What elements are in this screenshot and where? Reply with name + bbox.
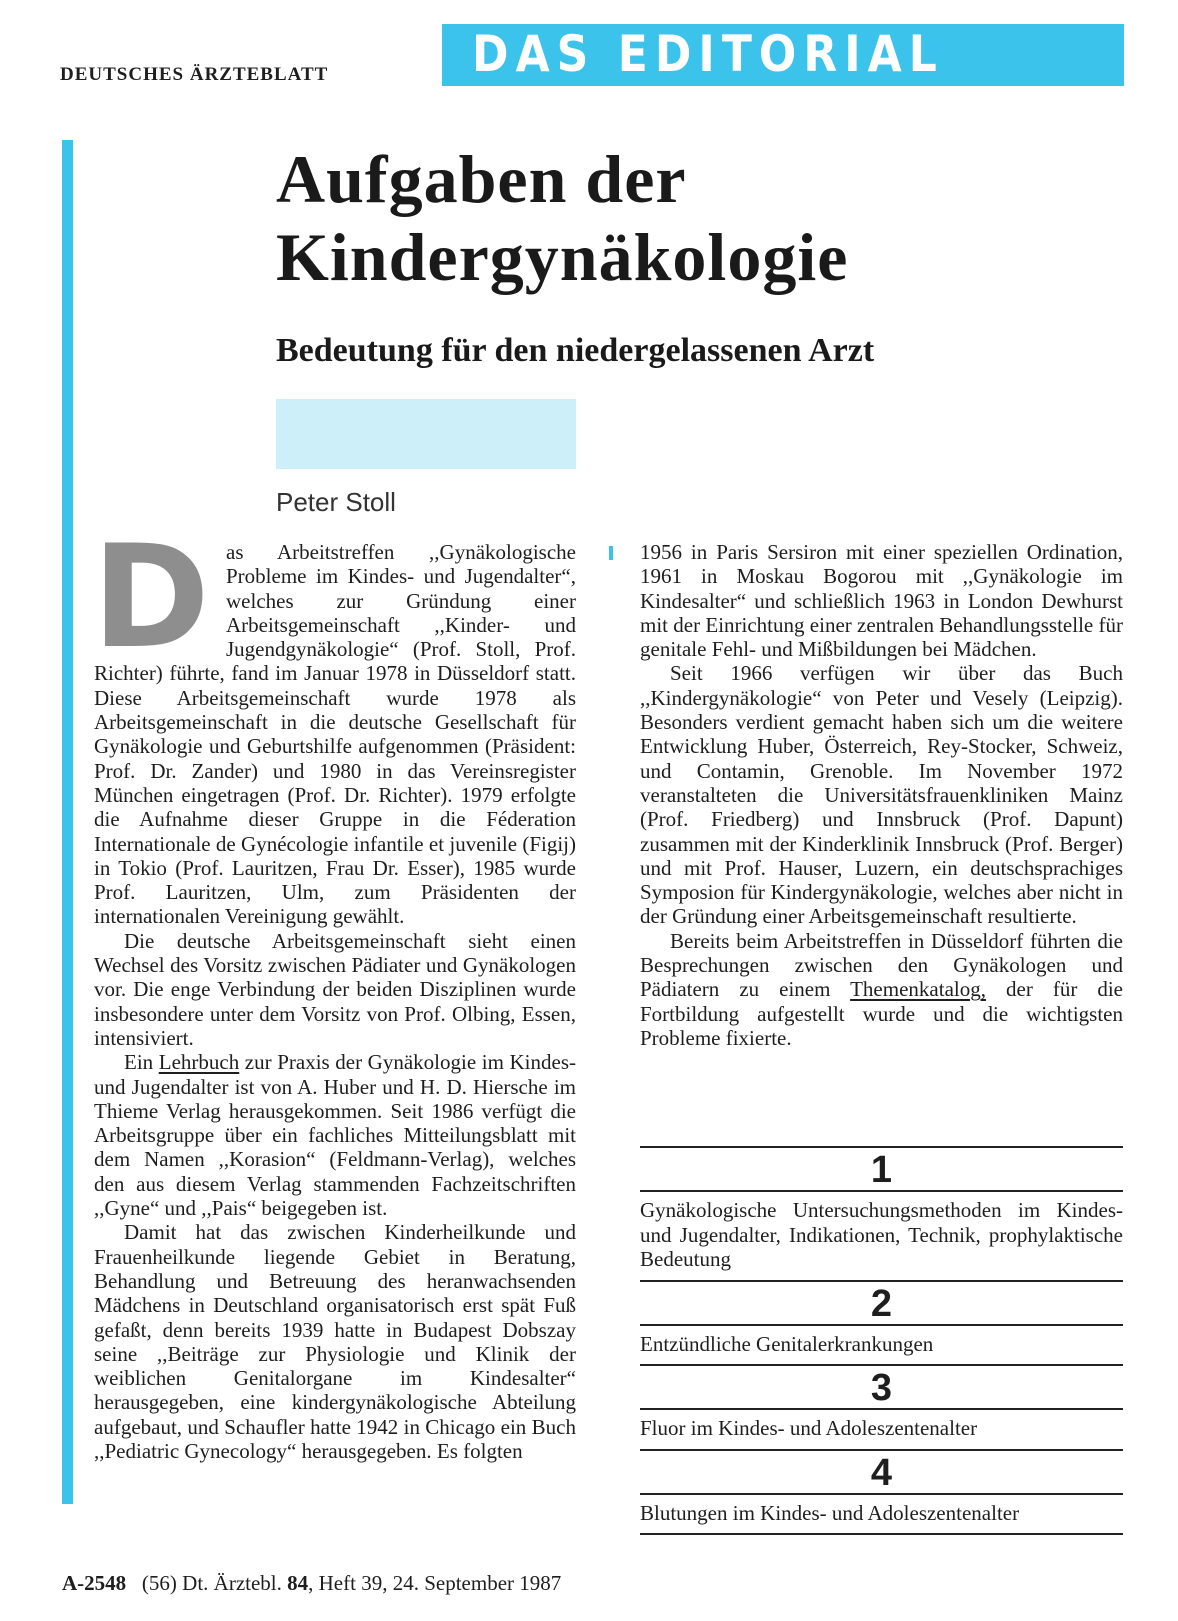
author-name: Peter Stoll [276, 487, 396, 517]
accent-bar [62, 140, 73, 1504]
topic-text: Gynäkologische Untersuchungsmethoden im Kindes- und Jugendalter, Indikationen, Technik, prophylaktische Bedeutung [640, 1190, 1123, 1280]
underlined-term: Themenkatalog, [850, 977, 986, 1002]
underlined-term: Lehrbuch [158, 1050, 240, 1075]
paragraph: Die deutsche Arbeitsgemeinschaft sieht einen Wechsel des Vorsitz zwischen Pädiater und Gynäkologen vor. Die enge Verbindung der beiden Disziplinen wurde insbesondere unter dem Vorsitz von Prof. Olbing, Essen, intensiviert. [94, 928, 576, 1050]
topic-text: Fluor im Kindes- und Adoleszentenalter [640, 1408, 1123, 1449]
paragraph: 1956 in Paris Sersiron mit einer speziellen Ordination, 1961 in Moskau Bogorou mit ,,Gynäkologie im Kindesalter“ und schließlich 1963 in London Dewhurst mit der Einrichtung einer zentralen Behandlungsstelle für genitale Fehl- und Mißbildungen bei Mädchen. [640, 540, 1123, 662]
page-footer [62, 1571, 561, 1596]
section-label: DAS EDITORIAL [472, 25, 944, 83]
article-title [276, 140, 848, 296]
article-subtitle: Bedeutung für den niedergelassenen Arzt [276, 332, 875, 369]
citation-text: , Heft 39, 24. September 1987 [308, 1571, 562, 1595]
volume-number: 84 [287, 1571, 309, 1595]
citation-text: (56) Dt. Ärztebl. [141, 1571, 282, 1595]
page-number: A-2548 [62, 1571, 127, 1595]
highlight-patch [276, 399, 576, 469]
title-line-1: Aufgaben der [276, 141, 687, 217]
paragraph-text: Ein [124, 1050, 159, 1075]
drop-cap: D [92, 515, 210, 680]
column-marker [609, 546, 613, 560]
right-column [640, 540, 1123, 1050]
paragraph [640, 929, 1123, 1050]
topic-text: Blutungen im Kindes- und Adoleszentenalter [640, 1493, 1123, 1536]
left-column [92, 515, 576, 1463]
paragraph [92, 515, 576, 929]
journal-name: DEUTSCHES ÄRZTEBLATT [60, 64, 329, 85]
paragraph [94, 1050, 576, 1220]
paragraph-text: der für die Fortbildung aufgestellt wurde und die wichtigsten Probleme fixierte. [640, 977, 1123, 1050]
paragraph-text: Bereits beim Arbeitstreffen in Düsseldorf führten die Besprechungen zwischen den Gynäkologen und Pädiatern zu einem [640, 928, 1123, 1002]
topic-list [640, 1146, 1123, 1535]
topic-number: 1 [640, 1146, 1123, 1190]
paragraph: Damit hat das zwischen Kinderheilkunde und Frauenheilkunde liegende Gebiet in Beratung, Behandlung und Betreuung des heranwachsenden Mädchens in Deutschland organisatorisch erst spät Fuß gefaßt, denn bereits 1939 hatte in Budapest Dobszay seine ,,Beiträge zur Physiologie und Klinik der weiblichen Genitalorgane im Kindesalter“ herausgegeben, eine kindergynäkologische Abteilung aufgebaut, und Schaufler hatte 1942 in Chicago ein Buch ,,Pediatric Gynecology“ herausgegeben. Es folgten [94, 1220, 576, 1463]
section-banner [442, 24, 1124, 86]
paragraph-text: as Arbeitstreffen ,,Gynäkologische Probleme im Kindes- und Jugendalter“, welches zur Gründung einer Arbeitsgemeinschaft ,,Kinder- und Jugendgynäkologie“ (Prof. Stoll, Prof. Richter) führte, fand im Januar 1978 in Düsseldorf statt. Diese Arbeitsgemeinschaft wurde 1978 als Arbeitsgemeinschaft in die deutsche Gesellschaft für Gynäkologie und Geburtshilfe aufgenommen (Präsident: Prof. Dr. Zander) und 1980 in das Vereinsregister München eingetragen (Prof. Dr. Richter). 1979 erfolgte die Aufnahme dieser Gruppe in die Féderation Internationale de Gynécologie infantile et juvenile (Figij) in Tokio (Prof. Lauritzen, Frau Dr. Esser), 1985 wurde Prof. Lauritzen, Ulm, zum Präsidenten der internationalen Vereinigung gewählt. [94, 540, 576, 929]
topic-number: 3 [640, 1364, 1123, 1408]
title-line-2: Kindergynäkologie [276, 219, 849, 295]
paragraph: Seit 1966 verfügen wir über das Buch ,,Kindergynäkologie“ von Peter und Vesely (Leipzig). Besonders verdient gemacht haben sich um die weitere Entwicklung Huber, Österreich, Rey-Stocker, Schweiz, und Contamin, Grenoble. Im November 1972 veranstalteten die Universitätsfrauenkliniken Mainz (Prof. Friedberg) und Innsbruck (Prof. Dapunt) zusammen mit der Kinderklinik Innsbruck (Prof. Berger) und mit Prof. Hauser, Luzern, ein deutschsprachiges Symposion für Kindergynäkologie, welches aber nicht in der Gründung einer Arbeitsgemeinschaft resultierte. [640, 661, 1123, 929]
topic-number: 4 [640, 1449, 1123, 1493]
topic-text: Entzündliche Genitalerkrankungen [640, 1324, 1123, 1365]
topic-number: 2 [640, 1280, 1123, 1324]
paragraph-text: zur Praxis der Gynäkologie im Kindes- und Jugendalter ist von A. Huber und H. D. Hiersche im Thieme Verlag herausgekommen. Seit 1986 verfügt die Arbeitsgruppe über ein fachliches Mitteilungsblatt mit dem Namen ,,Korasion“ (Feldmann-Verlag), welches den aus diesem Verlag stammenden Fachzeitschriften ,,Gyne“ und ,,Pais“ beigegeben ist. [94, 1050, 576, 1221]
